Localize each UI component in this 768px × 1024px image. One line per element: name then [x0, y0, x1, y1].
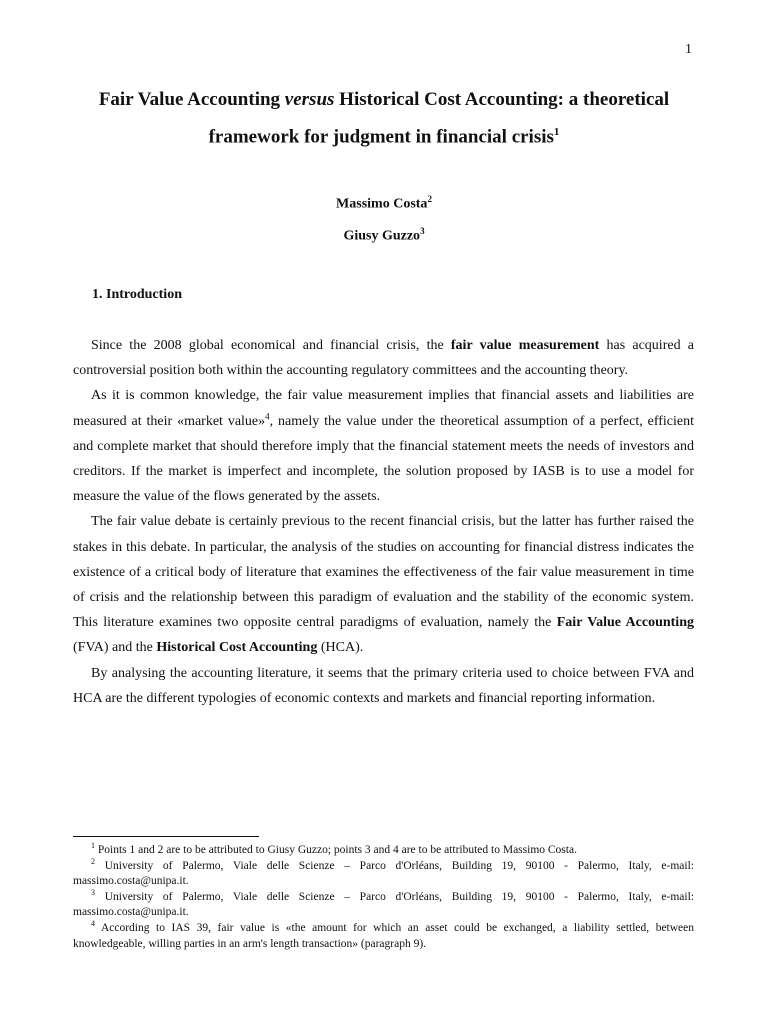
footnote-number: 1	[91, 841, 95, 851]
text-run: The fair value debate is certainly previous to the recent financial crisis, but the latter has further raised the stakes in this debate. In particular, the analysis of the studies on accounting for financial distress indicates the existence of a critical body of literature that examines the effectiveness of the fair value measurement in time of crisis and the relationship between this paradigm of evaluation and the stability of the economic system. This literature examines two opposite central paradigms of evaluation, namely the	[73, 514, 694, 631]
footnote-text: According to IAS 39, fair value is «the amount for which an asset could be exchanged, a liability settled, between knowledgeable, willing parties in an arm's length transaction» (paragraph 9).	[73, 921, 695, 950]
bold-term: fair value measurement	[450, 338, 600, 353]
author	[0, 186, 768, 218]
paragraph: By analysing the accounting literature, it seems that the primary criteria used to choice between FVA and HCA are the different typologies of economic contexts and markets and financial reporting information.	[73, 665, 694, 706]
text-run: , namely the value under the theoretical assumption of a perfect, efficient and complete market that should therefore imply that the financial statement meets the needs of investors and creditors. If the market is imperfect and incomplete, the solution proposed by IASB is to use a model for measure the value of the flows generated by the assets.	[73, 413, 695, 505]
text-run: (FVA) and the	[73, 640, 157, 656]
author-list	[0, 186, 768, 249]
paragraph	[73, 509, 694, 660]
title-versus: versus	[284, 89, 335, 110]
footnote-number: 2	[91, 856, 95, 866]
paper-title	[70, 84, 698, 153]
footnote-number: 3	[91, 887, 95, 897]
footnote-number: 4	[91, 919, 95, 929]
author-name: Giusy Guzzo	[343, 228, 421, 244]
paragraph	[73, 383, 694, 509]
text-run: has acquired a controversial position both within the accounting regulatory committees and the accounting theory.	[73, 338, 694, 379]
footnote-text: University of Palermo, Viale delle Scienze – Parco d'Orléans, Building 19, 90100 - Palermo, Italy, e-mail: massimo.costa@unipa.it.	[73, 890, 694, 919]
text-run: Since the 2008 global economical and financial crisis, the	[91, 338, 451, 353]
title-part-2: Historical Cost Accounting: a theoretical framework for judgment in financial crisis	[208, 89, 670, 148]
text-run: As it is common knowledge, the fair value measurement implies that financial assets and liabilities are measured at their «market value»	[73, 388, 694, 429]
footnote	[73, 887, 694, 921]
page-number: 1	[685, 42, 692, 57]
footnote	[73, 856, 694, 890]
author	[0, 218, 768, 250]
title-footnote-marker: 1	[553, 126, 560, 138]
title-part-1: Fair Value Accounting	[98, 89, 285, 110]
author-name: Massimo Costa	[336, 196, 428, 212]
author-footnote-marker: 3	[420, 225, 425, 236]
footnote-marker: 4	[265, 410, 270, 421]
footnote	[73, 921, 694, 952]
bold-term: Historical Cost Accounting	[156, 640, 318, 656]
body-text	[73, 333, 694, 711]
text-run: (HCA).	[317, 640, 364, 656]
footnote	[73, 843, 694, 859]
section-heading: 1. Introduction	[92, 287, 182, 302]
author-footnote-marker: 2	[427, 194, 432, 204]
footnote-text: Points 1 and 2 are to be attributed to Giusy Guzzo; points 3 and 4 are to be attributed to Massimo Costa.	[97, 844, 577, 856]
footnote-divider	[73, 836, 259, 837]
paragraph	[73, 333, 694, 383]
footnotes	[73, 843, 694, 952]
footnote-text: University of Palermo, Viale delle Scienze – Parco d'Orléans, Building 19, 90100 - Palermo, Italy, e-mail: massimo.costa@unipa.it.	[73, 859, 694, 888]
bold-term: Fair Value Accounting	[556, 615, 694, 631]
